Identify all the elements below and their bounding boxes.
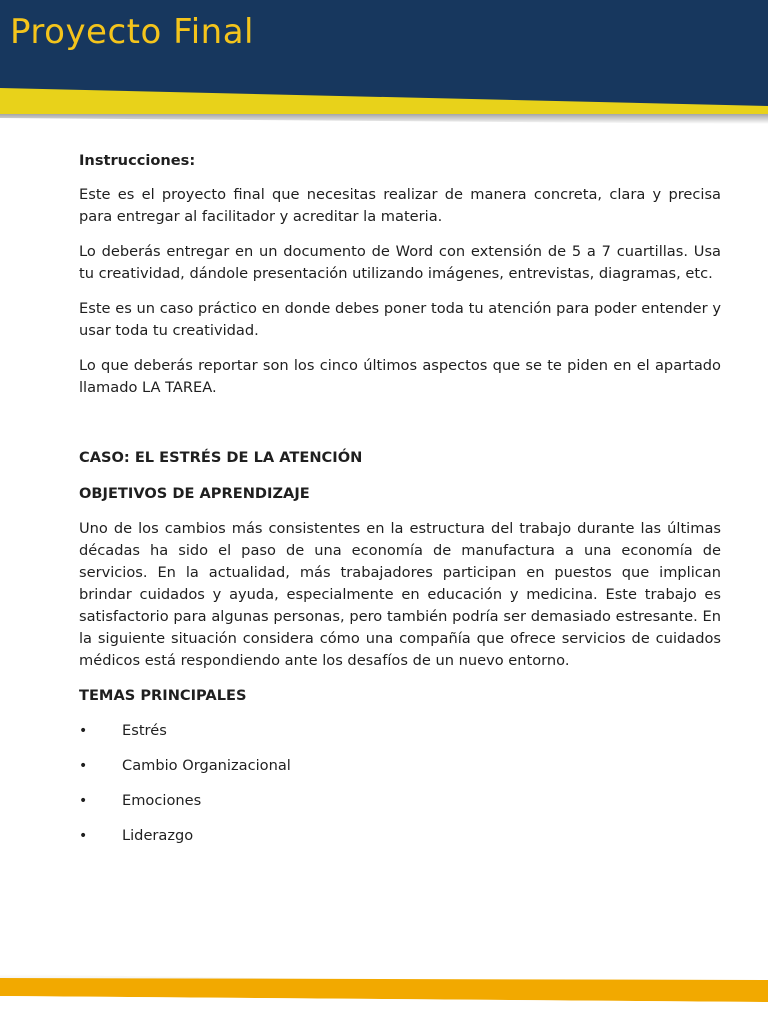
objectives-heading: OBJETIVOS DE APRENDIZAJE — [79, 485, 310, 502]
case-title: CASO: EL ESTRÉS DE LA ATENCIÓN — [79, 449, 363, 466]
topic-label: Emociones — [122, 792, 202, 809]
header-shadow — [0, 114, 768, 124]
bullet-icon: • — [79, 758, 88, 774]
list-item — [79, 825, 721, 847]
document-body — [79, 150, 721, 860]
footer-banner — [0, 968, 768, 1024]
objectives-paragraph: Uno de los cambios más consistentes en la estructura del trabajo durante las últimas décadas ha sido el paso de una economía de manufactura a una economía de servicios. En la actualidad, más trabajadores participan en puestos que implican brindar cuidados y ayuda, especialmente en educación y medicina. Este trabajo es satisfactorio para algunas personas, pero también podría ser demasiado estresante. En la siguiente situación considera cómo una compañía que ofrece servicios de cuidados médicos está respondiendo ante los desafíos de un nuevo entorno. — [79, 520, 721, 669]
instructions-paragraph-1: Este es el proyecto final que necesitas realizar de manera concreta, clara y precisa para entregar al facilitador y acreditar la materia. — [79, 186, 721, 225]
instructions-paragraph-4: Lo que deberás reportar son los cinco últimos aspectos que se te piden en el apartado llamado LA TAREA. — [79, 357, 721, 396]
instructions-paragraph-2: Lo deberás entregar en un documento de Word con extensión de 5 a 7 cuartillas. Usa tu creatividad, dándole presentación utilizando imágenes, entrevistas, diagramas, etc. — [79, 243, 721, 282]
list-item — [79, 790, 721, 812]
bullet-icon: • — [79, 723, 88, 739]
topic-label: Estrés — [122, 722, 167, 739]
list-item — [79, 720, 721, 742]
topics-list — [79, 720, 721, 847]
instructions-paragraph-3: Este es un caso práctico en donde debes poner toda tu atención para poder entender y usar toda tu creatividad. — [79, 300, 721, 339]
bullet-icon: • — [79, 828, 88, 844]
instructions-heading: Instrucciones: — [79, 152, 196, 169]
page-title: Proyecto Final — [10, 12, 254, 52]
list-item — [79, 755, 721, 777]
topic-label: Cambio Organizacional — [122, 757, 291, 774]
topic-label: Liderazgo — [122, 827, 194, 844]
bullet-icon: • — [79, 793, 88, 809]
section-spacer — [79, 412, 721, 447]
topics-heading: TEMAS PRINCIPALES — [79, 687, 247, 704]
